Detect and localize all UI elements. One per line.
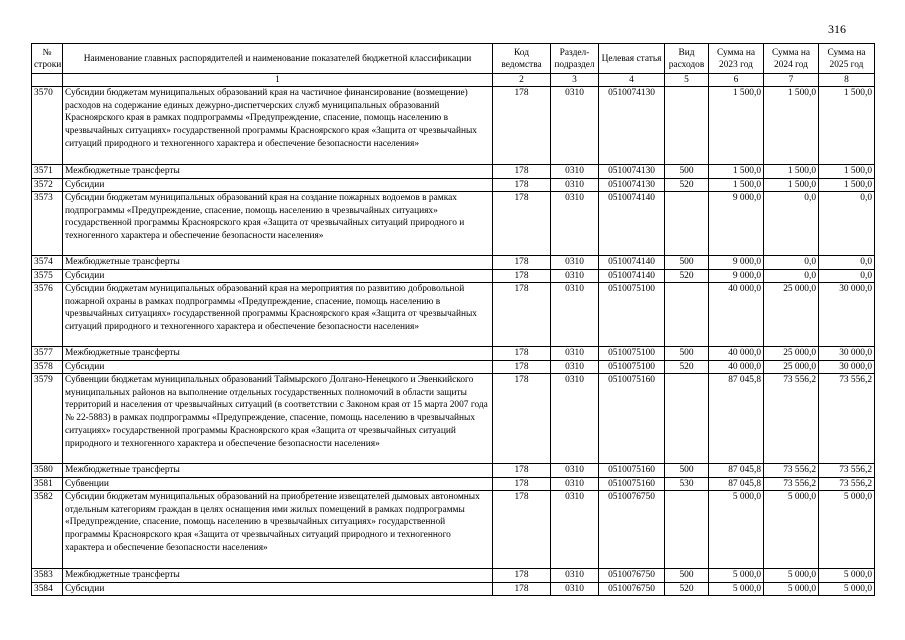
table-row xyxy=(32,491,875,569)
expense-type-cell: 500 xyxy=(665,569,709,583)
sum-2023-cell: 87 045,8 xyxy=(709,374,764,464)
section-cell: 0310 xyxy=(551,464,599,478)
article-cell: 0510074140 xyxy=(599,256,665,270)
table-row xyxy=(32,256,875,270)
table-row xyxy=(32,360,875,374)
sum-2024-cell: 0,0 xyxy=(764,269,819,283)
expense-type-cell xyxy=(665,491,709,569)
sum-2023-cell: 87 045,8 xyxy=(709,477,764,491)
sum-2025-cell: 5 000,0 xyxy=(819,582,875,596)
sum-2023-cell: 1 500,0 xyxy=(709,178,764,192)
article-cell: 0510074140 xyxy=(599,269,665,283)
sum-2023-cell: 1 500,0 xyxy=(709,165,764,179)
sum-2025-cell: 1 500,0 xyxy=(819,178,875,192)
sum-2025-cell: 1 500,0 xyxy=(819,87,875,165)
header-dept-code: Код ведомства xyxy=(493,44,551,74)
name-cell: Межбюджетные трансферты xyxy=(63,165,493,179)
section-cell: 0310 xyxy=(551,283,599,347)
expense-type-cell: 520 xyxy=(665,360,709,374)
column-number: 2 xyxy=(493,74,551,87)
dept-code-cell: 178 xyxy=(493,374,551,464)
section-cell: 0310 xyxy=(551,269,599,283)
expense-type-cell: 500 xyxy=(665,464,709,478)
header-sum-2023: Сумма на 2023 год xyxy=(709,44,764,74)
page-number: 316 xyxy=(828,22,846,36)
row-number-cell: 3570 xyxy=(32,87,63,165)
sum-2025-cell: 30 000,0 xyxy=(819,283,875,347)
sum-2024-cell: 5 000,0 xyxy=(764,491,819,569)
sum-2025-cell: 1 500,0 xyxy=(819,165,875,179)
row-number-cell: 3572 xyxy=(32,178,63,192)
name-cell: Субсидии xyxy=(63,269,493,283)
dept-code-cell: 178 xyxy=(493,360,551,374)
dept-code-cell: 178 xyxy=(493,256,551,270)
sum-2025-cell: 30 000,0 xyxy=(819,347,875,361)
section-cell: 0310 xyxy=(551,582,599,596)
name-cell: Субсидии бюджетам муниципальных образований края на мероприятия по развитию добровольной пожарной охраны в рамках подпрограммы «Предупреждение, спасение, помощь населению в чрезвычайных ситуациях» государственной программы Красноярского края «Защита от чрезвычайных ситуаций природного и техногенного характера и обеспечение безопасности населения» xyxy=(63,283,493,347)
sum-2024-cell: 25 000,0 xyxy=(764,283,819,347)
name-cell: Субсидии бюджетам муниципальных образований на приобретение извещателей дымовых автономных отдельным категориям граждан в целях оснащения ими жилых помещений в рамках подпрограммы «Предупреждение, спасение, помощь населению в чрезвычайных ситуациях» государственной программы Красноярского края «Защита от чрезвычайных ситуаций природного и техногенного характера и обеспечение безопасности населения» xyxy=(63,491,493,569)
sum-2023-cell: 5 000,0 xyxy=(709,491,764,569)
expense-type-cell: 500 xyxy=(665,256,709,270)
section-cell: 0310 xyxy=(551,569,599,583)
column-number: 5 xyxy=(665,74,709,87)
row-number-cell: 3578 xyxy=(32,360,63,374)
sum-2024-cell: 5 000,0 xyxy=(764,569,819,583)
table-row xyxy=(32,582,875,596)
section-cell: 0310 xyxy=(551,256,599,270)
section-cell: 0310 xyxy=(551,374,599,464)
article-cell: 0510075160 xyxy=(599,477,665,491)
name-cell: Субсидии бюджетам муниципальных образований края на создание пожарных водоемов в рамках подпрограммы «Предупреждение, спасение, помощь населению в чрезвычайных ситуациях» государственной программы Красноярского края «Защита от чрезвычайных ситуаций природного и техногенного характера и обеспечение безопасности населения» xyxy=(63,192,493,256)
table-row xyxy=(32,347,875,361)
article-cell: 0510075160 xyxy=(599,374,665,464)
sum-2025-cell: 0,0 xyxy=(819,269,875,283)
section-cell: 0310 xyxy=(551,360,599,374)
dept-code-cell: 178 xyxy=(493,165,551,179)
section-cell: 0310 xyxy=(551,491,599,569)
row-number-cell: 3574 xyxy=(32,256,63,270)
row-number-cell: 3577 xyxy=(32,347,63,361)
table-row xyxy=(32,269,875,283)
row-number-cell: 3576 xyxy=(32,283,63,347)
article-cell: 0510074130 xyxy=(599,87,665,165)
name-cell: Субвенции xyxy=(63,477,493,491)
article-cell: 0510074140 xyxy=(599,192,665,256)
table-row xyxy=(32,464,875,478)
expense-type-cell: 500 xyxy=(665,165,709,179)
section-cell: 0310 xyxy=(551,347,599,361)
sum-2023-cell: 87 045,8 xyxy=(709,464,764,478)
dept-code-cell: 178 xyxy=(493,347,551,361)
dept-code-cell: 178 xyxy=(493,464,551,478)
expense-type-cell: 500 xyxy=(665,347,709,361)
table-row xyxy=(32,87,875,165)
dept-code-cell: 178 xyxy=(493,283,551,347)
section-cell: 0310 xyxy=(551,192,599,256)
table-body xyxy=(32,87,875,596)
column-number: 7 xyxy=(764,74,819,87)
sum-2023-cell: 5 000,0 xyxy=(709,582,764,596)
name-cell: Субсидии xyxy=(63,582,493,596)
sum-2025-cell: 30 000,0 xyxy=(819,360,875,374)
sum-2023-cell: 40 000,0 xyxy=(709,360,764,374)
row-number-cell: 3580 xyxy=(32,464,63,478)
dept-code-cell: 178 xyxy=(493,569,551,583)
table-row xyxy=(32,283,875,347)
name-cell: Субсидии xyxy=(63,360,493,374)
sum-2023-cell: 40 000,0 xyxy=(709,283,764,347)
dept-code-cell: 178 xyxy=(493,269,551,283)
row-number-cell: 3579 xyxy=(32,374,63,464)
name-cell: Межбюджетные трансферты xyxy=(63,569,493,583)
header-sum-2024: Сумма на 2024 год xyxy=(764,44,819,74)
name-cell: Межбюджетные трансферты xyxy=(63,256,493,270)
name-cell: Субвенции бюджетам муниципальных образований Таймырского Долгано-Ненецкого и Эвенкийского муниципальных районов на выполнение отдельных государственных полномочий в области защиты территорий и населения от чрезвычайных ситуаций (в соответствии с Законом края от 15 марта 2007 года № 22-5883) в рамках подпрограммы «Предупреждение, спасение, помощь населению в чрезвычайных ситуациях» государственной программы Красноярского края «Защита от чрезвычайных ситуаций природного и техногенного характера и обеспечение безопасности населения» xyxy=(63,374,493,464)
sum-2025-cell: 73 556,2 xyxy=(819,464,875,478)
column-number: 6 xyxy=(709,74,764,87)
sum-2024-cell: 0,0 xyxy=(764,192,819,256)
sum-2025-cell: 5 000,0 xyxy=(819,491,875,569)
article-cell: 0510075100 xyxy=(599,360,665,374)
expense-type-cell xyxy=(665,192,709,256)
expense-type-cell: 520 xyxy=(665,582,709,596)
expense-type-cell xyxy=(665,374,709,464)
row-number-cell: 3583 xyxy=(32,569,63,583)
sum-2025-cell: 5 000,0 xyxy=(819,569,875,583)
table-row xyxy=(32,569,875,583)
dept-code-cell: 178 xyxy=(493,192,551,256)
expense-type-cell: 520 xyxy=(665,178,709,192)
article-cell: 0510075100 xyxy=(599,347,665,361)
section-cell: 0310 xyxy=(551,87,599,165)
table-row xyxy=(32,165,875,179)
sum-2025-cell: 73 556,2 xyxy=(819,477,875,491)
article-cell: 0510076750 xyxy=(599,569,665,583)
name-cell: Субсидии бюджетам муниципальных образований края на частичное финансирование (возмещение) расходов на содержание единых дежурно-диспетчерских служб муниципальных образований Красноярского края в рамках подпрограммы «Предупреждение, спасение, помощь населению в чрезвычайных ситуациях» государственной программы Красноярского края «Защита от чрезвычайных ситуаций природного и техногенного характера и обеспечение безопасности населения» xyxy=(63,87,493,165)
sum-2024-cell: 73 556,2 xyxy=(764,464,819,478)
sum-2024-cell: 1 500,0 xyxy=(764,165,819,179)
sum-2024-cell: 73 556,2 xyxy=(764,374,819,464)
header-row-number: № строки xyxy=(32,44,63,74)
row-number-cell: 3582 xyxy=(32,491,63,569)
sum-2023-cell: 9 000,0 xyxy=(709,192,764,256)
sum-2024-cell: 0,0 xyxy=(764,256,819,270)
table-row xyxy=(32,192,875,256)
sum-2024-cell: 25 000,0 xyxy=(764,347,819,361)
expense-type-cell: 520 xyxy=(665,269,709,283)
header-article: Целевая статья xyxy=(599,44,665,74)
article-cell: 0510074130 xyxy=(599,165,665,179)
header-sum-2025: Сумма на 2025 год xyxy=(819,44,875,74)
dept-code-cell: 178 xyxy=(493,582,551,596)
sum-2025-cell: 0,0 xyxy=(819,192,875,256)
sum-2024-cell: 1 500,0 xyxy=(764,87,819,165)
header-expense-type: Вид расходов xyxy=(665,44,709,74)
row-number-cell: 3573 xyxy=(32,192,63,256)
budget-table xyxy=(31,43,875,596)
table-row xyxy=(32,178,875,192)
sum-2025-cell: 73 556,2 xyxy=(819,374,875,464)
article-cell: 0510076750 xyxy=(599,491,665,569)
column-number: 1 xyxy=(63,74,493,87)
section-cell: 0310 xyxy=(551,165,599,179)
column-number: 8 xyxy=(819,74,875,87)
row-number-cell: 3571 xyxy=(32,165,63,179)
row-number-cell: 3584 xyxy=(32,582,63,596)
table-row xyxy=(32,477,875,491)
expense-type-cell xyxy=(665,283,709,347)
sum-2023-cell: 9 000,0 xyxy=(709,269,764,283)
sum-2024-cell: 73 556,2 xyxy=(764,477,819,491)
section-cell: 0310 xyxy=(551,178,599,192)
header-name: Наименование главных распорядителей и наименование показателей бюджетной классификации xyxy=(63,44,493,74)
sum-2023-cell: 1 500,0 xyxy=(709,87,764,165)
column-number xyxy=(32,74,63,87)
section-cell: 0310 xyxy=(551,477,599,491)
dept-code-cell: 178 xyxy=(493,178,551,192)
column-number: 3 xyxy=(551,74,599,87)
row-number-cell: 3575 xyxy=(32,269,63,283)
header-section: Раздел-подраздел xyxy=(551,44,599,74)
sum-2023-cell: 9 000,0 xyxy=(709,256,764,270)
column-number: 4 xyxy=(599,74,665,87)
table-header-row xyxy=(32,44,875,74)
sum-2025-cell: 0,0 xyxy=(819,256,875,270)
table-row xyxy=(32,374,875,464)
sum-2024-cell: 1 500,0 xyxy=(764,178,819,192)
article-cell: 0510074130 xyxy=(599,178,665,192)
dept-code-cell: 178 xyxy=(493,477,551,491)
dept-code-cell: 178 xyxy=(493,87,551,165)
article-cell: 0510076750 xyxy=(599,582,665,596)
name-cell: Межбюджетные трансферты xyxy=(63,347,493,361)
article-cell: 0510075100 xyxy=(599,283,665,347)
dept-code-cell: 178 xyxy=(493,491,551,569)
sum-2023-cell: 40 000,0 xyxy=(709,347,764,361)
sum-2024-cell: 25 000,0 xyxy=(764,360,819,374)
sum-2023-cell: 5 000,0 xyxy=(709,569,764,583)
name-cell: Межбюджетные трансферты xyxy=(63,464,493,478)
expense-type-cell: 530 xyxy=(665,477,709,491)
column-numbers-row xyxy=(32,74,875,87)
row-number-cell: 3581 xyxy=(32,477,63,491)
expense-type-cell xyxy=(665,87,709,165)
name-cell: Субсидии xyxy=(63,178,493,192)
sum-2024-cell: 5 000,0 xyxy=(764,582,819,596)
article-cell: 0510075160 xyxy=(599,464,665,478)
